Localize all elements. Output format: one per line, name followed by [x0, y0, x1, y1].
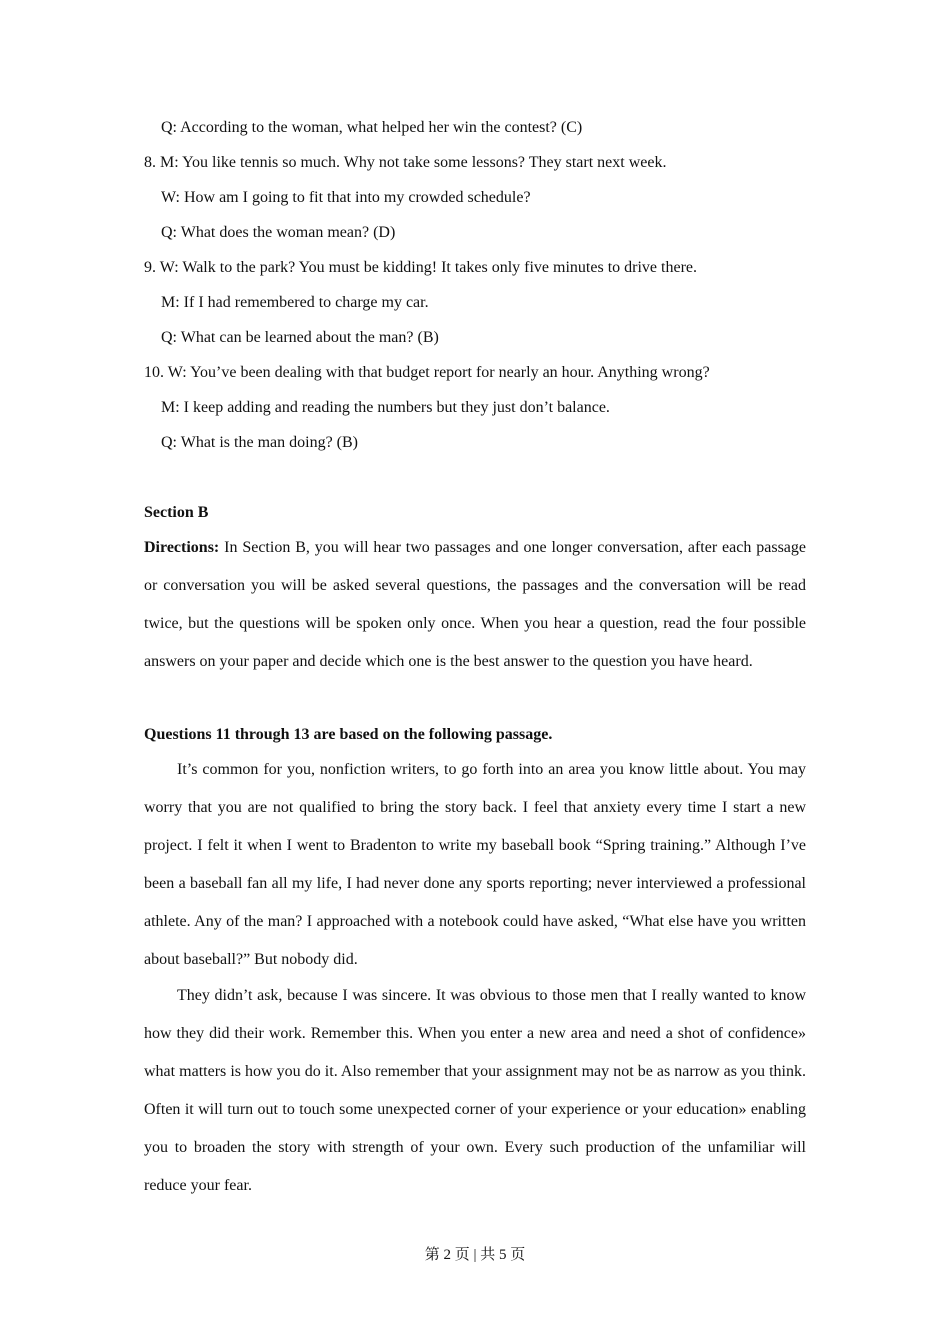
directions-label: Directions: [144, 539, 220, 556]
passage-paragraph-1: It’s common for you, nonfiction writers, to go forth into an area you know little about. You may worry that you are not qualified to bring the story back. I feel that anxiety every time I start a new project. I felt it when I went to Bradenton to write my baseball book “Spring training.” Although I’ve been a baseball fan all my life, I had never done any sports reporting; never interviewed a professional athlete. Any of the man? I approached with a notebook could have asked, “What else have you written about baseball?” But nobody did. [144, 761, 806, 968]
passage-paragraph-2: They didn’t ask, because I was sincere. It was obvious to those men that I really wanted to know how they did their work. Remember this. When you enter a new area and need a shot of confidence» what matters is how you do it. Also remember that your assignment may not be as narrow as you think. Often it will turn out to touch some unexpected corner of your experience or your education» enabling you to broaden the story with strength of your own. Every such production of the unfamiliar will reduce your fear. [144, 987, 806, 1194]
item10-line2: M: I keep adding and reading the numbers but they just don’t balance. [161, 399, 610, 416]
item8-question: Q: What does the woman mean? (D) [161, 224, 396, 241]
item10-question: Q: What is the man doing? (B) [161, 434, 358, 451]
directions-block [144, 529, 806, 681]
section-b-title: Section B [144, 504, 209, 521]
page-footer: 第 2 页 | 共 5 页 [424, 1247, 526, 1263]
item9-line2: M: If I had remembered to charge my car. [161, 294, 429, 311]
directions-paragraph [144, 529, 806, 681]
item8-line2: W: How am I going to fit that into my crowded schedule? [161, 189, 531, 206]
item8-line1: 8. M: You like tennis so much. Why not take some lessons? They start next week. [144, 154, 667, 171]
q7-question-line: Q: According to the woman, what helped her win the contest? (C) [161, 119, 583, 136]
passage-heading: Questions 11 through 13 are based on the following passage. [144, 726, 553, 743]
passage-paragraph-2-block [144, 977, 806, 1205]
directions-text: In Section B, you will hear two passages and one longer conversation, after each passage or conversation you will be asked several questions, the passages and the conversation will be read twice, but the questions will be spoken only once. When you hear a question, read the four possible answers on your paper and decide which one is the best answer to the question you have heard. [144, 539, 806, 670]
passage-paragraph-1-block [144, 751, 806, 979]
item9-line1: 9. W: Walk to the park? You must be kidding! It takes only five minutes to drive there. [144, 259, 697, 276]
item10-line1: 10. W: You’ve been dealing with that budget report for nearly an hour. Anything wrong? [144, 364, 710, 381]
item9-question: Q: What can be learned about the man? (B) [161, 329, 439, 346]
